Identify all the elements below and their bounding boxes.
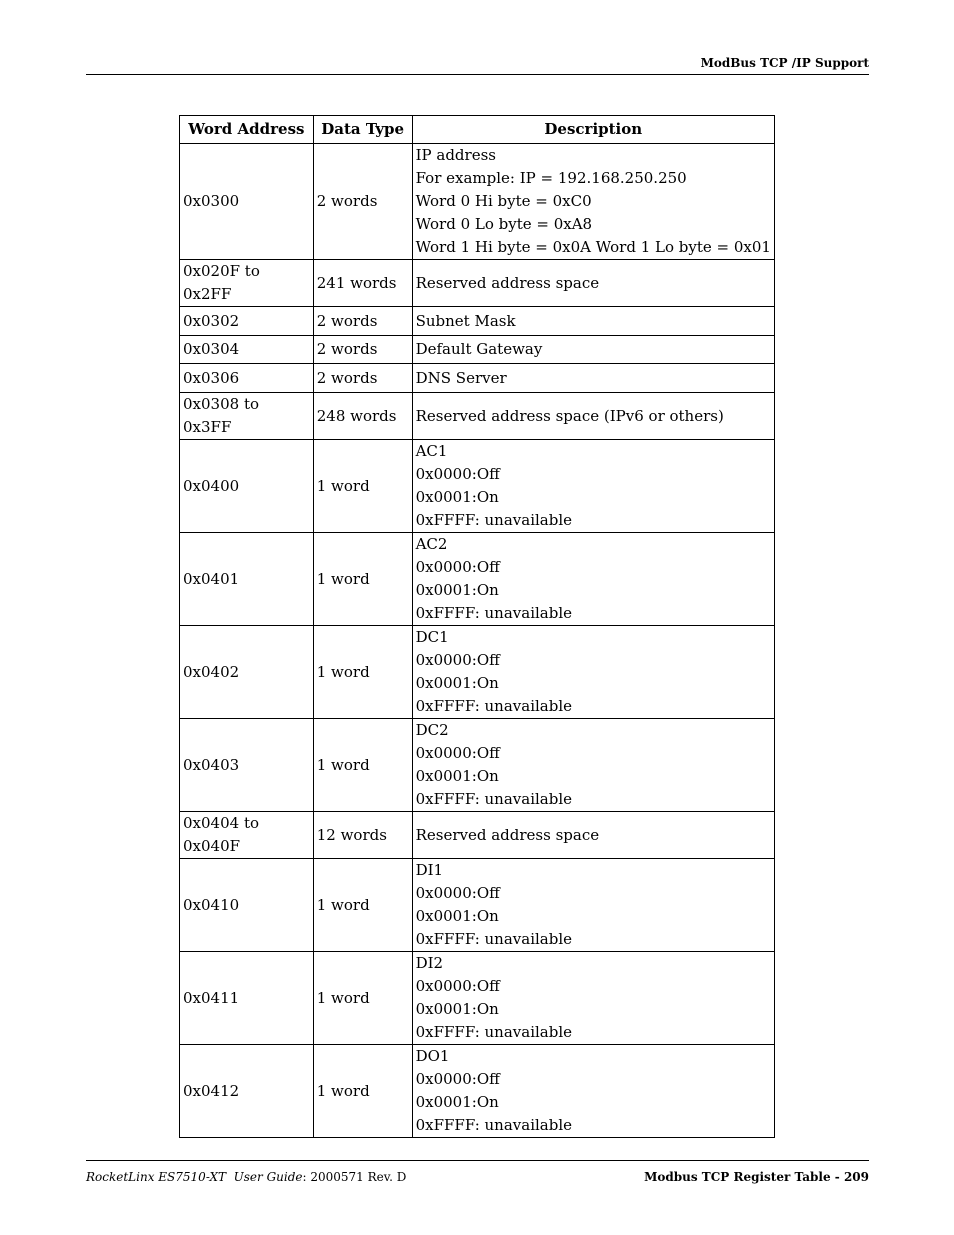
cell-description	[412, 144, 774, 260]
description-line: Word 0 Lo byte = 0xA8	[415, 215, 593, 233]
description-line: 0x0001:On	[415, 674, 499, 692]
description-line: 0x0000:Off	[415, 977, 500, 995]
cell-data-type: 241 words	[313, 260, 412, 307]
cell-data-type: 2 words	[313, 336, 412, 364]
table-row	[180, 393, 775, 440]
table-row	[180, 812, 775, 859]
description-line: 0xFFFF: unavailable	[415, 511, 573, 529]
cell-word-address: 0x0412	[180, 1045, 314, 1138]
table-row	[180, 1045, 775, 1138]
cell-word-address: 0x0300	[180, 144, 314, 260]
description-line: DO1	[415, 1047, 450, 1065]
description-line: 0xFFFF: unavailable	[415, 697, 573, 715]
description-line: Default Gateway	[415, 340, 543, 358]
cell-description	[412, 812, 774, 859]
cell-word-address: 0x0400	[180, 440, 314, 533]
table-row	[180, 144, 775, 260]
cell-data-type: 248 words	[313, 393, 412, 440]
description-line: 0xFFFF: unavailable	[415, 1116, 573, 1134]
cell-description	[412, 859, 774, 952]
column-header-data-type: Data Type	[313, 116, 412, 144]
register-table	[179, 115, 775, 1138]
description-line: 0x0000:Off	[415, 1070, 500, 1088]
description-line: 0xFFFF: unavailable	[415, 790, 573, 808]
footer-rule	[86, 1160, 869, 1161]
description-line: DNS Server	[415, 368, 507, 387]
description-line: Word 1 Hi byte = 0x0A Word 1 Lo byte = 0x01	[415, 238, 771, 256]
table-body	[180, 144, 775, 1138]
cell-data-type: 1 word	[313, 719, 412, 812]
column-header-word-address: Word Address	[180, 116, 314, 144]
cell-data-type: 1 word	[313, 440, 412, 533]
table-row	[180, 719, 775, 812]
cell-word-address: 0x0304	[180, 336, 314, 364]
table-row	[180, 364, 775, 393]
footer-docnum: : 2000571 Rev. D	[302, 1170, 407, 1184]
footer-page-title: Modbus TCP Register Table - 209	[644, 1170, 869, 1184]
footer-product: RocketLinx ES7510-XT	[86, 1170, 226, 1184]
cell-description	[412, 533, 774, 626]
table-row	[180, 336, 775, 364]
cell-data-type: 2 words	[313, 144, 412, 260]
description-line: Word 0 Hi byte = 0xC0	[415, 192, 592, 210]
cell-word-address: 0x0402	[180, 626, 314, 719]
description-line: 0xFFFF: unavailable	[415, 1023, 573, 1041]
description-line: 0x0000:Off	[415, 744, 500, 762]
running-header: ModBus TCP /IP Support	[700, 56, 869, 70]
description-line: 0x0000:Off	[415, 558, 500, 576]
description-line: 0x0001:On	[415, 1093, 499, 1111]
footer-guide: User Guide	[233, 1170, 303, 1184]
cell-word-address: 0x0306	[180, 364, 314, 393]
description-line: IP address	[415, 146, 496, 164]
cell-data-type: 2 words	[313, 307, 412, 336]
cell-word-address: 0x0308 to 0x3FF	[180, 393, 314, 440]
cell-data-type: 1 word	[313, 1045, 412, 1138]
cell-description	[412, 393, 774, 440]
cell-description	[412, 952, 774, 1045]
description-line: DC2	[415, 721, 449, 739]
cell-description	[412, 364, 774, 393]
description-line: 0xFFFF: unavailable	[415, 930, 573, 948]
description-line: For example: IP = 192.168.250.250	[415, 169, 687, 187]
description-line: 0x0001:On	[415, 907, 499, 925]
cell-data-type: 1 word	[313, 626, 412, 719]
description-line: AC1	[415, 442, 448, 460]
description-line: 0x0000:Off	[415, 465, 500, 483]
cell-description	[412, 440, 774, 533]
cell-data-type: 2 words	[313, 364, 412, 393]
cell-data-type: 1 word	[313, 859, 412, 952]
description-line: 0x0000:Off	[415, 651, 500, 669]
cell-word-address: 0x0302	[180, 307, 314, 336]
description-line: 0x0001:On	[415, 488, 499, 506]
cell-word-address: 0x020F to 0x2FF	[180, 260, 314, 307]
description-line: 0x0001:On	[415, 581, 499, 599]
footer-doc-info	[86, 1170, 406, 1184]
cell-description	[412, 626, 774, 719]
description-line: 0x0001:On	[415, 767, 499, 785]
table-row	[180, 533, 775, 626]
cell-word-address: 0x0404 to 0x040F	[180, 812, 314, 859]
cell-description	[412, 260, 774, 307]
description-line: DC1	[415, 628, 449, 646]
table-header-row	[180, 116, 775, 144]
description-line: Reserved address space	[415, 825, 600, 844]
description-line: 0x0000:Off	[415, 884, 500, 902]
description-line: Reserved address space	[415, 273, 600, 292]
description-line: 0xFFFF: unavailable	[415, 604, 573, 622]
description-line: DI2	[415, 954, 444, 972]
cell-description	[412, 336, 774, 364]
table-row	[180, 440, 775, 533]
table-row	[180, 952, 775, 1045]
table-row	[180, 307, 775, 336]
cell-description	[412, 307, 774, 336]
column-header-description: Description	[412, 116, 774, 144]
description-line: DI1	[415, 861, 444, 879]
table-row	[180, 626, 775, 719]
cell-data-type: 1 word	[313, 952, 412, 1045]
cell-word-address: 0x0411	[180, 952, 314, 1045]
cell-data-type: 1 word	[313, 533, 412, 626]
description-line: Reserved address space (IPv6 or others)	[415, 406, 724, 425]
description-line: Subnet Mask	[415, 311, 516, 330]
description-line: AC2	[415, 535, 448, 553]
cell-data-type: 12 words	[313, 812, 412, 859]
cell-description	[412, 1045, 774, 1138]
table-row	[180, 859, 775, 952]
cell-description	[412, 719, 774, 812]
cell-word-address: 0x0401	[180, 533, 314, 626]
description-line: 0x0001:On	[415, 1000, 499, 1018]
cell-word-address: 0x0410	[180, 859, 314, 952]
table-row	[180, 260, 775, 307]
cell-word-address: 0x0403	[180, 719, 314, 812]
header-rule	[86, 74, 869, 75]
